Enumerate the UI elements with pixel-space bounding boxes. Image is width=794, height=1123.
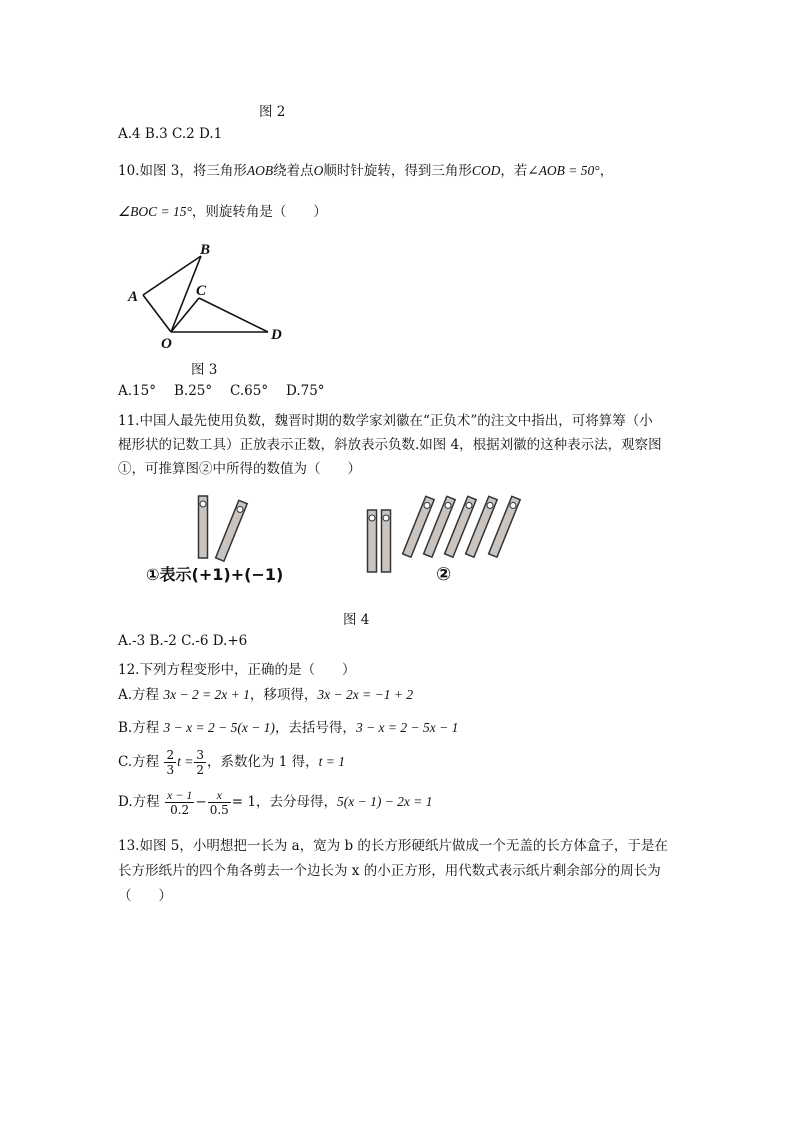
q10-point: O	[313, 163, 324, 178]
label-B: B	[200, 242, 211, 258]
q12-option-c	[118, 748, 345, 777]
q10-stem-line1	[118, 159, 613, 179]
q10-option-d: D.75°	[286, 383, 325, 399]
q10-tri1: AOB	[246, 163, 274, 178]
figure-4-label-1: ①表示(+1)+(−1)	[146, 565, 284, 584]
segment-CO	[171, 298, 199, 332]
q12-a-mid: ，移项得，	[249, 687, 318, 703]
q10-option-b: B.25°	[174, 383, 213, 399]
q13-stem-line1: 13.如图 5，小明想把一长为 a，宽为 b 的长方形硬纸片做成一个无盖的长方体盒子，于是在	[118, 838, 668, 854]
q10-option-c: C.65°	[230, 383, 269, 399]
q10-option-a: A.15°	[118, 383, 156, 399]
q12-b-prefix: B.方程	[118, 720, 164, 736]
q11-stem-line1: 11.中国人最先使用负数，魏晋时期的数学家刘徽在“正负术”的注文中指出，可将算筹（小	[118, 413, 653, 429]
q12-option-a	[118, 683, 413, 703]
q12-option-d	[118, 788, 433, 817]
q10-mid3: ，若∠	[500, 163, 539, 179]
q12-c-fraction-1: $\frac{2}{3}$	[166, 748, 175, 777]
q12-a-equation: 3x − 2 = 2x + 1	[163, 687, 250, 702]
q12-a-prefix: A.方程	[118, 687, 164, 703]
q11-stem-line2: 棍形状的记数工具）正放表示正数，斜放表示负数.如图 4，根据刘徽的这种表示法，观察图	[118, 437, 662, 453]
q12-option-b	[118, 716, 458, 736]
q9-options: A.4 B.3 C.2 D.1	[118, 126, 223, 142]
q12-d-result: 5(x − 1) − 2x = 1	[336, 794, 433, 809]
q12-d-mid: ，去分母得，	[255, 794, 337, 810]
q10-mid2: 顺时针旋转，得到三角形	[323, 163, 472, 179]
q12-b-result: 3 − x = 2 − 5x − 1	[355, 720, 459, 735]
label-A: A	[128, 289, 139, 305]
q13-stem-line3: （ ）	[118, 888, 172, 904]
figure-3-caption: 图 3	[191, 362, 218, 378]
fig1-slanted-rod	[216, 500, 248, 561]
figure-3-diagram	[120, 238, 300, 350]
q10-tri2: COD	[471, 163, 501, 178]
q12-d-fraction-1: $\frac{x - 1}{0.2}$	[166, 788, 193, 817]
q10-angle1: AOB = 50°	[538, 163, 600, 178]
label-O: O	[161, 336, 172, 350]
fig2-upright-rod-2	[382, 510, 391, 572]
q12-c-variable: t =	[177, 754, 194, 769]
segment-AB	[143, 256, 201, 295]
q12-d-minus: −	[195, 794, 207, 810]
q12-c-result: t = 1	[318, 754, 346, 769]
q12-stem: 12.下列方程变形中，正确的是（ ）	[118, 662, 356, 678]
q10-angle2: ∠BOC = 15°	[118, 204, 192, 219]
figure-4-caption: 图 4	[343, 612, 370, 628]
q11-options: A.-3 B.-2 C.-6 D.+6	[118, 633, 248, 649]
q11-stem-line3: ①，可推算图②中所得的数值为（ ）	[118, 461, 361, 477]
fig1-upright-rod	[199, 496, 208, 558]
q12-b-mid: ，去括号得，	[274, 720, 356, 736]
figure-4-label-2: ②	[436, 564, 452, 585]
q10-stem-line2	[118, 200, 327, 220]
q10-line2-rest: ，则旋转角是（ ）	[191, 204, 327, 220]
figure-2-caption: 图 2	[259, 104, 286, 120]
q12-d-prefix: D.方程	[118, 794, 164, 810]
q10-mid1: 绕着点	[273, 163, 314, 179]
q12-a-result: 3x − 2x = −1 + 2	[317, 687, 414, 702]
segment-CD	[199, 298, 268, 332]
q12-b-equation: 3 − x = 2 − 5(x − 1)	[163, 720, 275, 735]
q12-c-fraction-2: $\frac{3}{2}$	[196, 748, 204, 777]
q12-c-mid: ，系数化为 1 得，	[206, 754, 319, 770]
label-C: C	[196, 283, 207, 299]
q13-stem-line2: 长方形纸片的四个角各剪去一个边长为 x 的小正方形，用代数式表示纸片剩余部分的周长为	[118, 863, 661, 879]
segment-AO	[143, 295, 171, 332]
fig2-upright-rod-1	[368, 510, 377, 572]
figure-4-counting-rods	[140, 490, 540, 595]
q12-d-eq: = 1	[231, 794, 256, 810]
label-D: D	[271, 327, 282, 343]
q10-mid4: ，	[599, 163, 614, 179]
q12-c-prefix: C.方程	[118, 754, 164, 770]
q10-prefix: 10.如图 3，将三角形	[118, 163, 247, 179]
q12-d-fraction-2: $\frac{x}{0.5}$	[209, 788, 229, 817]
